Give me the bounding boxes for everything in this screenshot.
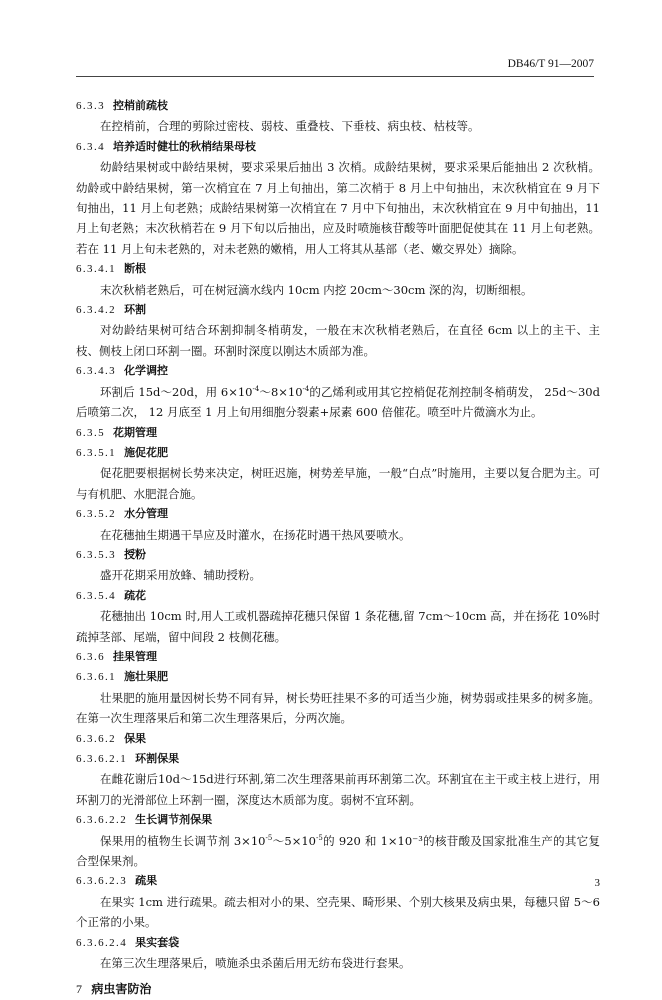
section-heading	[76, 871, 600, 891]
section-title: 断根	[124, 262, 147, 276]
section-title: 培养适时健壮的秋梢结果母枝	[113, 139, 256, 153]
section-number: 7	[76, 982, 84, 997]
body-paragraph: 盛开花期采用放蜂、辅助授粉。	[100, 568, 261, 583]
section-number: 6.3.5.4	[76, 589, 117, 602]
section-number: 6.3.4	[76, 140, 105, 153]
section-number: 6.3.6.1	[76, 671, 117, 684]
body-paragraph	[76, 382, 600, 423]
section-heading	[76, 729, 600, 749]
section-heading	[76, 749, 600, 769]
section-heading	[76, 810, 600, 830]
section-heading	[76, 443, 600, 463]
body-paragraph: 末次秋梢老熟后，可在树冠滴水线内 10cm 内挖 20cm～30cm 深的沟，切断细根。	[100, 282, 533, 297]
section-title: 保果	[124, 731, 147, 745]
doc-code: DB46/T 91—2007	[507, 58, 594, 70]
section-heading	[76, 504, 600, 524]
exponent: -5	[316, 833, 323, 842]
paragraph-text: ～5×10	[272, 833, 316, 848]
section-number: 6.3.4.2	[76, 304, 117, 317]
section-title: 疏花	[124, 588, 147, 602]
body-paragraph: 在第三次生理落果后，喷施杀虫杀菌后用无纺布袋进行套果。	[100, 956, 411, 971]
section-number: 6.3.5	[76, 426, 105, 439]
section-title: 水分管理	[124, 507, 169, 521]
document-body	[76, 96, 600, 1000]
section-title: 化学调控	[124, 364, 169, 378]
exponent: -4	[252, 384, 260, 393]
section-heading	[76, 96, 600, 116]
section-title: 环割保果	[135, 752, 180, 765]
section-heading	[76, 647, 600, 667]
section-heading	[76, 300, 600, 320]
section-heading	[76, 259, 600, 279]
section-heading	[76, 667, 600, 687]
paragraph-text: 环割后 15d～20d，用 6×10	[100, 384, 253, 399]
body-paragraph: 在雌花谢后10d～15d进行环割,第二次生理落果前再环割第二次。环割宜在主干或主枝上进行，用环割刀的光滑部位上环割一圈，深度达木质部为度。弱树不宜环割。	[76, 772, 600, 807]
paragraph-text: 保果用的植物生长调节剂 3×10	[100, 833, 266, 848]
section-number: 6.3.6.2.4	[76, 936, 128, 949]
section-title: 授粉	[124, 547, 147, 561]
section-title: 施壮果肥	[124, 670, 169, 684]
body-paragraph: 在果实 1cm 进行疏果。疏去相对小的果、空壳果、畸形果、个别大核果及病虫果，每穗只留 5～6 个正常的小果。	[76, 894, 600, 930]
section-number: 6.3.6	[76, 650, 105, 663]
paragraph-text: ～8×10	[259, 384, 303, 399]
section-title: 挂果管理	[113, 649, 157, 663]
paragraph-text: 的 920 和 1×10⁻³的核苷酸及国家批准生产的其它复合型保果剂。	[76, 833, 600, 869]
section-number: 6.3.6.2.3	[76, 875, 128, 888]
body-paragraph: 在控梢前，合理的剪除过密枝、弱枝、重叠枝、下垂枝、病虫枝、枯枝等。	[100, 119, 480, 134]
body-paragraph: 促花肥要根据树长势来决定，树旺迟施，树势差早施，一般“白点”时施用，主要以复合肥为主。可与有机肥、水肥混合施。	[76, 466, 600, 501]
header-rule	[76, 76, 594, 77]
section-number: 6.3.5.2	[76, 508, 117, 521]
section-title: 控梢前疏枝	[113, 99, 168, 112]
page-number: 3	[594, 877, 600, 889]
section-title: 施促花肥	[124, 445, 169, 459]
section-number: 6.3.5.3	[76, 548, 117, 561]
section-number: 6.3.6.2	[76, 732, 117, 745]
exponent: -4	[302, 384, 310, 393]
section-heading	[76, 979, 600, 999]
exponent: -5	[265, 833, 273, 842]
body-paragraph: 壮果肥的施用量因树长势不同有异，树长势旺挂果不多的可适当少施，树势弱或挂果多的树多施。在第一次生理落果后和第二次生理落果后，分两次施。	[76, 690, 600, 726]
section-heading	[76, 423, 600, 443]
section-number: 6.3.4.1	[76, 263, 117, 276]
section-heading	[76, 586, 600, 606]
section-number: 6.3.5.1	[76, 446, 117, 459]
paragraph-text: 的乙烯利或用其它控梢促花剂控制冬梢萌发， 25d～30d后喷第二次， 12 月底至 1 月上旬用细胞分裂素+尿素 600 倍催花。喷至叶片微滴水为止。	[76, 384, 600, 420]
body-paragraph: 花穗抽出 10cm 时,用人工或机器疏掉花穗只保留 1 条花穗,留 7cm～10cm 高，并在扬花 10%时疏掉茎部、尾端，留中间段 2 枝侧花穗。	[76, 609, 600, 644]
section-title: 病虫害防治	[91, 982, 152, 997]
section-heading	[76, 545, 600, 565]
body-paragraph: 在花穗抽生期遇干旱应及时灌水，在扬花时遇干热风要喷水。	[100, 527, 411, 542]
section-heading	[76, 361, 600, 381]
section-number: 6.3.6.2.2	[76, 814, 128, 827]
section-number: 6.3.3	[76, 100, 105, 112]
body-paragraph: 幼龄结果树或中龄结果树，要求采果后抽出 3 次梢。成龄结果树，要求采果后能抽出 2 次秋梢。幼龄或中龄结果树，第一次梢宜在 7 月上旬抽出，第二次梢于 8 月上中旬抽出，末次秋梢宜在 9 月下旬抽出，11 月上旬老熟；成龄结果树第一次梢宜在 7 月中下旬抽出，末次秋梢宜在 9 月中旬抽出，11 月上旬老熟；末次秋梢若在 9 月下旬以后抽出，应及时喷施核苷酸等叶面肥促使其在 11 月上旬老熟。若在 11 月上旬未老熟的，对未老熟的嫩梢，用人工将其从基部（老、嫩交界处）摘除。	[76, 160, 600, 256]
body-paragraph	[76, 831, 600, 872]
section-title: 环割	[124, 303, 147, 317]
section-number: 6.3.4.3	[76, 365, 117, 378]
section-title: 花期管理	[113, 425, 157, 439]
section-title: 生长调节剂保果	[135, 813, 213, 827]
section-number: 6.3.6.2.1	[76, 753, 128, 765]
section-title: 果实套袋	[135, 935, 180, 949]
section-heading	[76, 137, 600, 157]
body-paragraph: 对幼龄结果树可结合环割抑制冬梢萌发，一般在末次秋梢老熟后，在直径 6cm 以上的主干、主枝、侧枝上闭口环割一圈。环割时深度以刚达木质部为准。	[76, 323, 600, 358]
section-title: 疏果	[135, 874, 158, 888]
